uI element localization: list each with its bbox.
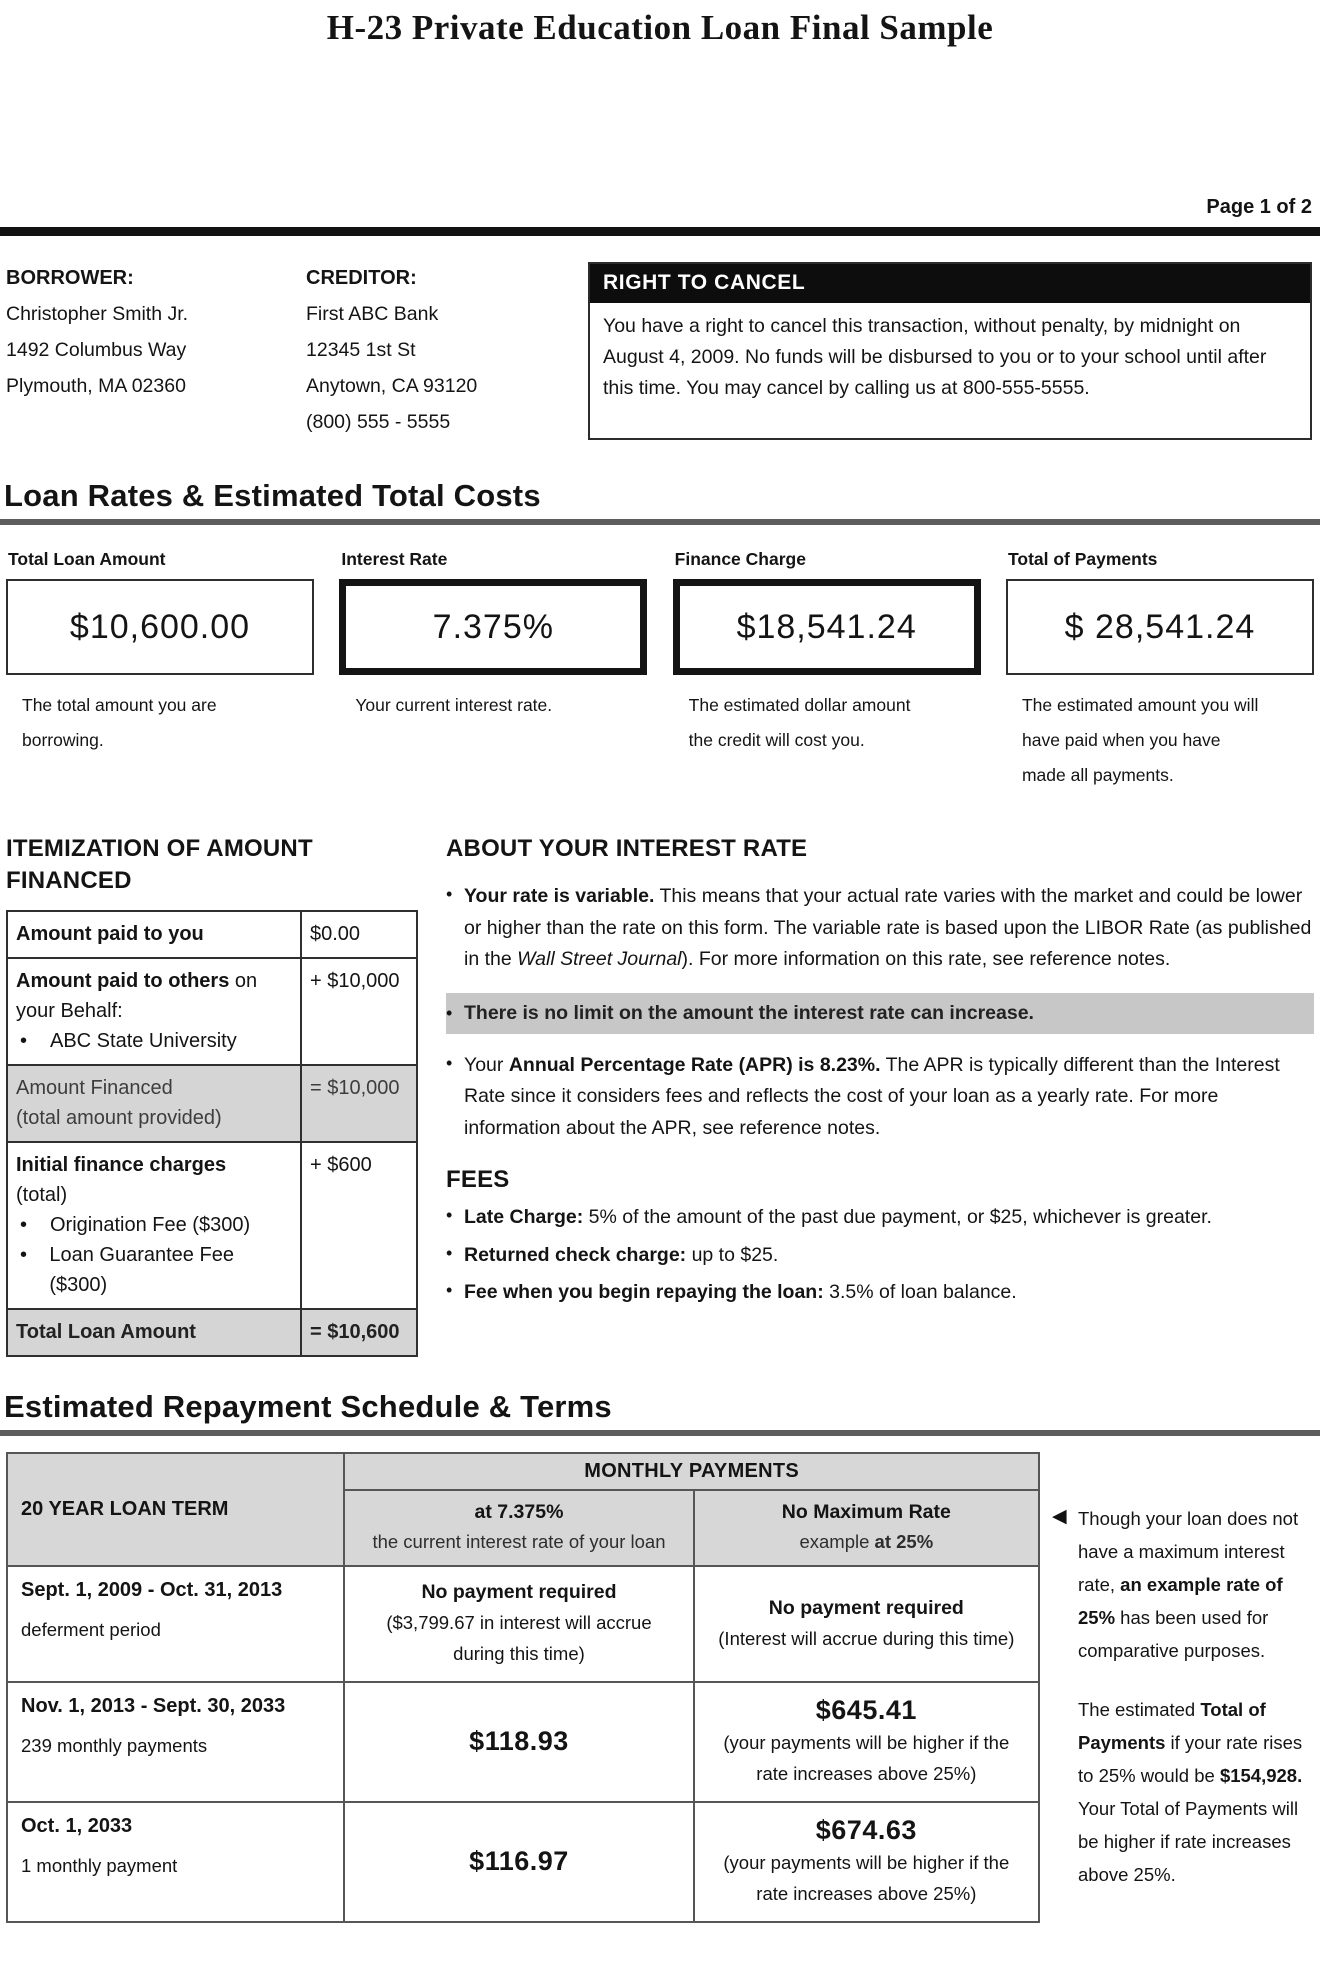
repayment-max-payment: No payment required (Interest will accrue during this time) <box>694 1566 1039 1682</box>
table-row <box>7 1802 1039 1922</box>
finance-charge-value: $18,541.24 <box>673 579 981 675</box>
interest-rate-caption: Your current interest rate. <box>355 695 553 715</box>
itemization-row-label: Amount Financed (total amount provided) <box>7 1065 301 1142</box>
repayment-current-payment: $118.93 <box>344 1682 693 1802</box>
repayment-section <box>0 1436 1320 1923</box>
creditor-block <box>306 260 588 440</box>
creditor-street: 12345 1st St <box>306 339 416 361</box>
table-row <box>7 1065 417 1142</box>
document-title: H-23 Private Education Loan Final Sample <box>326 8 994 47</box>
total-of-payments-caption: The estimated amount you will have paid when you have made all payments. <box>1021 695 1259 785</box>
table-row <box>7 1142 417 1309</box>
late-charge-bullet: • Late Charge: 5% of the amount of the past due payment, or $25, whichever is greater. <box>446 1202 1314 1234</box>
no-limit-highlight: • There is no limit on the amount the interest rate can increase. <box>446 993 1314 1034</box>
itemization-table <box>6 910 418 1357</box>
itemization-row-label: Amount paid to you <box>7 911 301 958</box>
repayment-period: Oct. 1, 2033 1 monthly payment <box>7 1802 344 1922</box>
itemization-heading: ITEMIZATION OF AMOUNT FINANCED <box>6 835 313 894</box>
bullet-icon: • <box>446 884 453 904</box>
current-rate-header: at 7.375% the current interest rate of your loan <box>344 1490 693 1566</box>
document-page <box>0 8 1320 1923</box>
borrower-city: Plymouth, MA 02360 <box>6 375 186 397</box>
side-note-para1: Though your loan does not have a maximum interest rate, an example rate of 25% has been used for comparative purposes. <box>1078 1508 1299 1661</box>
about-heading: ABOUT YOUR INTEREST RATE <box>446 835 808 862</box>
interest-rate-value: 7.375% <box>339 579 647 675</box>
finance-charge-col <box>673 549 981 793</box>
max-rate-header: No Maximum Rate example at 25% <box>694 1490 1039 1566</box>
table-row <box>7 911 417 958</box>
side-note <box>1052 1452 1314 1923</box>
total-of-payments-col <box>1006 549 1314 793</box>
loan-term-header: 20 YEAR LOAN TERM <box>7 1453 344 1566</box>
repayment-heading: Estimated Repayment Schedule & Terms <box>4 1389 612 1424</box>
itemization-row-value: = $10,000 <box>301 1065 417 1142</box>
repayment-period: Sept. 1, 2009 - Oct. 31, 2013 deferment period <box>7 1566 344 1682</box>
creditor-name: First ABC Bank <box>306 303 439 325</box>
bullet-icon: • <box>20 1244 28 1266</box>
itemization-row-value: $0.00 <box>301 911 417 958</box>
parties-section <box>0 236 1320 440</box>
right-to-cancel-box <box>588 262 1312 440</box>
repayment-current-payment: No payment required ($3,799.67 in interest will accrue during this time) <box>344 1566 693 1682</box>
table-row <box>7 1682 1039 1802</box>
total-loan-amount-caption: The total amount you are borrowing. <box>22 695 217 750</box>
itemization-row-label: Amount paid to others on your Behalf: • ABC State University <box>7 958 301 1065</box>
repayment-current-payment: $116.97 <box>344 1802 693 1922</box>
total-loan-amount-value: $10,600.00 <box>6 579 314 675</box>
borrower-name: Christopher Smith Jr. <box>6 303 189 325</box>
bullet-icon: • <box>446 1242 453 1263</box>
loan-rates-boxes <box>0 525 1320 793</box>
total-loan-amount-label: Total Loan Amount <box>8 549 166 569</box>
itemization-row-label: Initial finance charges (total) • Origination Fee ($300) • Loan Guarantee Fee ($300) <box>7 1142 301 1309</box>
monthly-payments-header: MONTHLY PAYMENTS <box>344 1453 1039 1490</box>
itemization-row-label: Total Loan Amount <box>7 1309 301 1356</box>
creditor-label: CREDITOR: <box>306 267 417 289</box>
page-indicator: Page 1 of 2 <box>1206 196 1312 218</box>
side-note-para2: The estimated Total of Payments if your rate rises to 25% would be $154,928. Your Total of Payments will be higher if rate increases above 25%. <box>1078 1699 1303 1885</box>
bullet-icon: • <box>446 1280 453 1300</box>
loan-rates-heading: Loan Rates & Estimated Total Costs <box>4 478 541 513</box>
middle-section <box>0 793 1320 1357</box>
apr-bullet: • Your Annual Percentage Rate (APR) is 8.23%. The APR is typically different than the Interest Rate since it considers fees and reflects the cost of your loan as a yearly rate. For more information about the APR, see reference notes. <box>446 1050 1314 1145</box>
borrower-street: 1492 Columbus Way <box>6 339 187 361</box>
bullet-icon: • <box>20 1214 28 1236</box>
itemization-row-value: + $600 <box>301 1142 417 1309</box>
right-to-cancel-body: You have a right to cancel this transaction, without penalty, by midnight on August 4, 2009. No funds will be disbursed to you or to your school until after this time. You may cancel by calling us at 800-555-5555. <box>603 315 1267 399</box>
left-arrow-icon: ◀ <box>1052 1506 1067 1527</box>
top-rule <box>0 227 1320 236</box>
interest-rate-label: Interest Rate <box>341 549 448 569</box>
total-of-payments-label: Total of Payments <box>1007 549 1158 569</box>
fees-heading: FEES <box>446 1166 510 1193</box>
table-row <box>7 1453 1039 1490</box>
repay-fee-bullet: • Fee when you begin repaying the loan: 3.5% of loan balance. <box>446 1277 1314 1309</box>
table-row <box>7 958 417 1065</box>
table-row <box>7 1309 417 1356</box>
returned-check-bullet: • Returned check charge: up to $25. <box>446 1240 1314 1272</box>
repayment-max-payment: $674.63 (your payments will be higher if the rate increases above 25%) <box>694 1802 1039 1922</box>
right-to-cancel-header: RIGHT TO CANCEL <box>590 264 1310 303</box>
borrower-label: BORROWER: <box>6 267 134 289</box>
borrower-block <box>6 260 306 440</box>
creditor-phone: (800) 555 - 5555 <box>306 411 451 433</box>
repayment-max-payment: $645.41 (your payments will be higher if the rate increases above 25%) <box>694 1682 1039 1802</box>
finance-charge-label: Finance Charge <box>674 549 806 569</box>
about-interest-rate-block <box>446 833 1314 1357</box>
bullet-icon: • <box>446 1205 453 1225</box>
interest-rate-col <box>339 549 647 793</box>
total-of-payments-value: $ 28,541.24 <box>1006 579 1314 675</box>
total-loan-amount-col <box>6 549 314 793</box>
table-row <box>7 1566 1039 1682</box>
repayment-period: Nov. 1, 2013 - Sept. 30, 2033 239 monthly payments <box>7 1682 344 1802</box>
creditor-city: Anytown, CA 93120 <box>306 375 478 397</box>
itemization-block <box>6 833 418 1357</box>
itemization-row-value: + $10,000 <box>301 958 417 1065</box>
itemization-row-value: = $10,600 <box>301 1309 417 1356</box>
bullet-icon: • <box>446 1002 453 1023</box>
finance-charge-caption: The estimated dollar amount the credit will cost you. <box>688 695 911 750</box>
repayment-table <box>6 1452 1040 1923</box>
variable-rate-bullet: • Your rate is variable. This means that your actual rate varies with the market and could be lower or higher than the rate on this form. The variable rate is based upon the LIBOR Rate (as published in the Wall Street Journal). For more information on this rate, see reference notes. <box>446 881 1314 976</box>
bullet-icon: • <box>446 1052 453 1073</box>
bullet-icon: • <box>20 1030 28 1052</box>
